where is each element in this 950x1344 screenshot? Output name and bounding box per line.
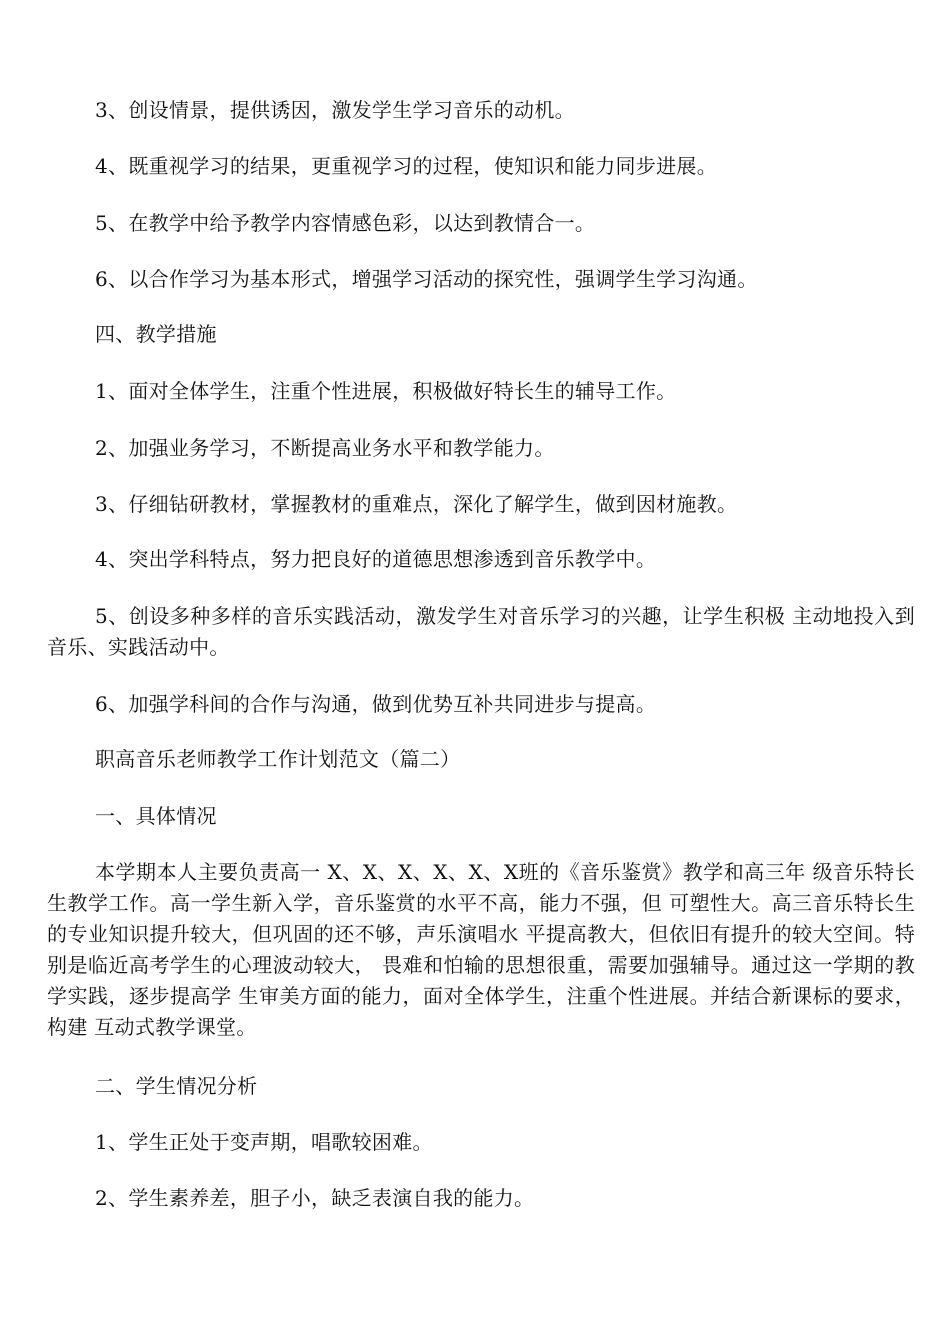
text-line: 5、在教学中给予教学内容情感色彩，以达到教情合一。 — [95, 211, 596, 235]
document-title: 职高音乐老师教学工作计划范文（篇二） — [95, 747, 461, 771]
section-heading: 二、学生情况分析 — [95, 1074, 258, 1098]
text-line: 2、加强业务学习，不断提高业务水平和教学能力。 — [95, 436, 555, 460]
section-heading: 一、具体情况 — [95, 804, 217, 828]
text-line: 4、突出学科特点，努力把良好的道德思想渗透到音乐教学中。 — [95, 547, 657, 571]
text-line: 6、以合作学习为基本形式，增强学习活动的探究性，强调学生学习沟通。 — [95, 267, 758, 291]
text-line: 6、加强学科间的合作与沟通，做到优势互补共同进步与提高。 — [95, 692, 657, 716]
paragraph: 5、创设多种多样的音乐实践活动，激发学生对音乐学习的兴趣，让学生积极 主动地投入到音乐、实践活动中。 — [47, 604, 915, 659]
text-line: 4、既重视学习的结果，更重视学习的过程，使知识和能力同步进展。 — [95, 154, 718, 178]
section-heading: 四、教学措施 — [95, 322, 217, 346]
text-line: 2、学生素养差，胆子小，缺乏表演自我的能力。 — [95, 1186, 535, 1210]
text-line: 1、面对全体学生，注重个性进展，积极做好特长生的辅导工作。 — [95, 379, 677, 403]
text-line: 1、学生正处于变声期，唱歌较困难。 — [95, 1130, 433, 1154]
text-line: 3、仔细钻研教材，掌握教材的重难点，深化了解学生，做到因材施教。 — [95, 492, 738, 516]
paragraph: 本学期本人主要负责高一 X、X、X、X、X、X班的《音乐鉴赏》教学和高三年 级音乐特长生教学工作。高一学生新入学，音乐鉴赏的水平不高，能力不强，但 可塑性大。高三音乐特长生的专业知识提升较大，但巩固的还不够，声乐演唱水 平提高教大，但依旧有提升的较大空间。特别是临近高考学生的心理波动较大， 畏难和怕输的思想很重，需要加强辅导。通过这一学期的教学实践，逐步提高学 生审美方面的能力，面对全体学生，注重个性进展。并结合新课标的要求，构建 互动式教学课堂。 — [47, 860, 915, 1039]
text-line: 3、创设情景，提供诱因，激发学生学习音乐的动机。 — [95, 98, 575, 122]
